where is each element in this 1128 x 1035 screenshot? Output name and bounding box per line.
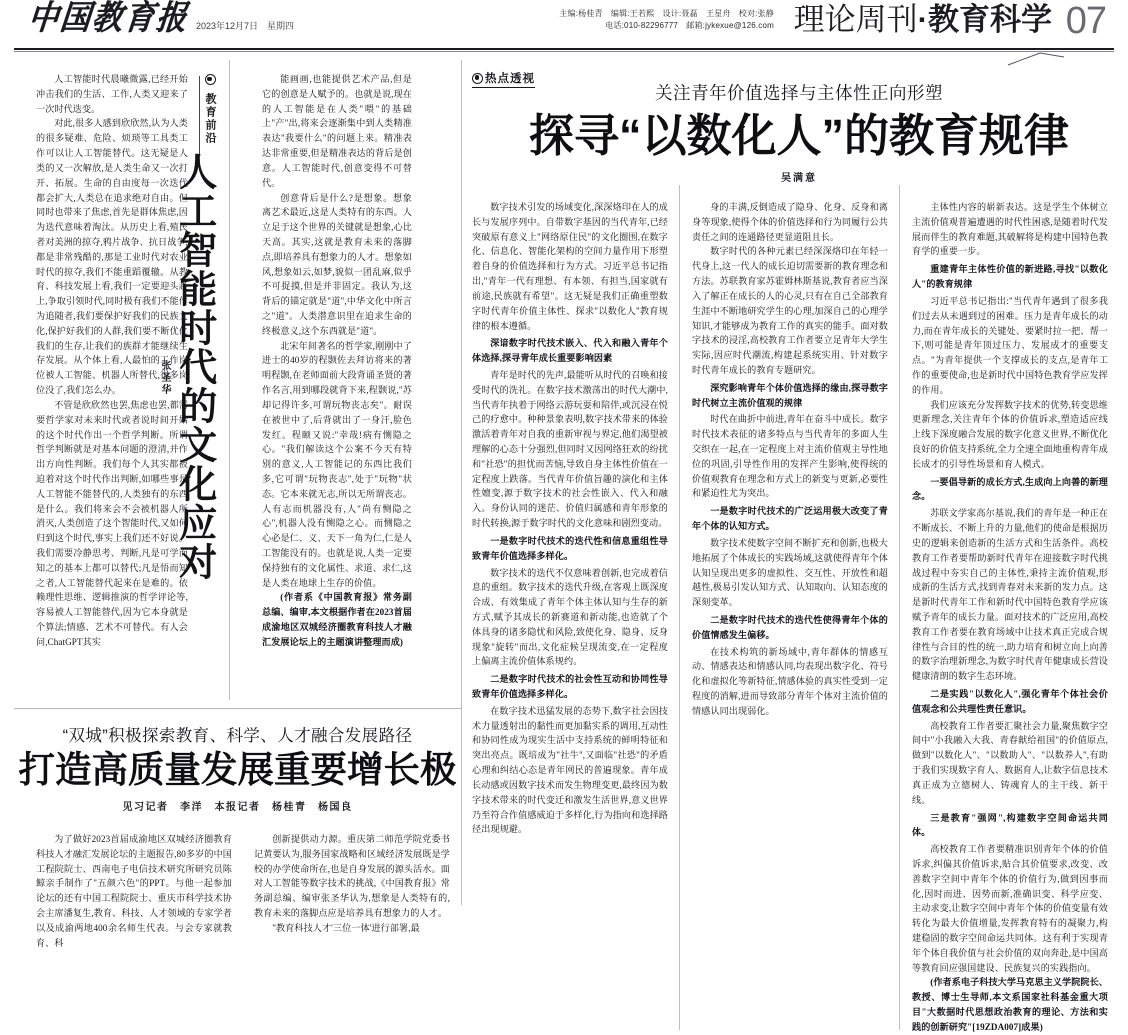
paragraph: 身的丰满,反倒造成了隐身、化身、反身和离身等现象,使得个体的价值选择和行为同履行公共责任之间的连通路径更显道阻且长。: [692, 202, 888, 242]
paragraph: 青年是时代的先声,最能听从时代的召唤和接受时代的洗礼。在数字技术激荡出的时代大潮中,当代青年执着于网络云游玩耍和陪伴,或沉浸在悦己的疗愈中。种种景象表明,数字技术带来的体验激活着青年对自我的重新审视与界定,他们渴望被理解的心态十分强烈,但同时又因网络狂欢的纷扰和"社恐"的担忧而苦恼,导致自身主体性价值在一定程度上跌落。当代青年价值旨趣的演化和主体性嬗变,源于数字技术的社会性嵌入、代入和融入。身份认同的迷茫、价值归属感和青年形象的时代转换,源于数字时代的文化意味和剧烈变动。: [472, 369, 668, 529]
paragraph: 在数字技术迅猛发展的态势下,数字社会因技术力量透射出的黏性而更加黏实系的调用,互动性和协同性成为现实生活中支持系统的鲜明特征和突出亮点。既培成为"社牛",又面临"社恐"的矛盾心理和纠结心态是青年网民的普遍现象。青年成长动感或因数字技术而发生物理变更,最终因为数字技术带来的时代变迁和激发生活世界,意义世界乃至符合作值感威迫于多样化,行为指向和选择路径出现规避。: [472, 705, 668, 835]
paragraph: 苏联文学家高尔基说,我们的青年是一种正在不断成长、不断上升的力量,他们的使命是根据历史的逻辑来创造新的生活方式和生活条件。高校教育工作者要帮助新时代青年在迎接数字时代挑战过程中夯实自己的主体性,秉持主流价值观,形成新的生活方式,找到青春对未来新的发力点。这是新时代青年工作和新时代中国特色教育学应该赋予青年的成长力量。面对技术的广泛应用,高校教育工作者要在教育场域中让技术真正完成合规律性与合目的性的统一,助力培育和树立向上向善的数字治理新理念,为数字时代青年健康成长营设健康清朗的数字生态环境。: [912, 508, 1108, 682]
section-title-science: 教育科学: [928, 2, 1052, 37]
bottom-article-separator: [14, 708, 461, 709]
column-divider-2: [461, 60, 462, 905]
column-divider-4: [899, 185, 900, 1030]
paragraph: 对此,很多人感到欣欣然,认为人类的很多疑难、危险、烦琐等工具类工作可以让人工智能替代。这无疑是人类的又一次解放,是人类生命又一次打开、拓展。生命的自由度每一次迭代都会扩大,人类总在追求绝对自由。但同时也带来了焦虑,首先是群体焦虑,因为迭代意味着淘汰。从历史上看,殖民者对美洲的掠夺,鸦片战争、抗日战争,都是非常残酷的,那是工业时代对农业时代的掠夺,我们不能重蹈覆辙。从教育、科技发展上看,我们一定要迎头赶上,争取引领时代,同时极有我们不能作为追随者,我们要保护好我们的民族文化,保护好我们的人群,我们要不断优化我们的生存,让我们的族群才能继续生存发展。从个体上看,人最怕的工作岗位被人工智能、机器人所替代,很多岗位没了,我们怎么办。: [36, 118, 188, 396]
article-main-column-5: [912, 200, 1108, 1035]
tagline-label: 教育前沿: [204, 93, 216, 146]
paragraph: 我们应该充分发挥数字技术的优势,转变思维更新理念,关注青年个体的价值诉求,塑造适应线上线下深度融合发展的数字化意义世界,不断优化良好的价值支持系统,全力全速全面地重构青年成长成才的引导性场景和育人模式。: [912, 399, 1108, 469]
article-left-column-1: [36, 72, 188, 650]
article-main-subheading: 深究影响青年个体价值选择的缘由,探寻数字时代树立主流价值观的规律: [692, 382, 888, 408]
paragraph: 北宋年间著名的哲学家,刚刚中了进士的40岁的程颢佐去拜访将来的著明程颢,在老师面前大段背诵圣贤的著作名言,用到哪段就背下来,程颢说,"苏却记得许多,可谓玩物丧志矣"。耐误在被世中了,后背就出了一身汗,脸色发红。程颐又说:"幸哉!病有恻隐之心。"我们解读这个公案不今天有特别的意义,人工智能记的东西比我们多,它可谓"玩物丧志",处于"玩物"状态。它本来就无志,所以无所谓丧志。人有志而机器没有,人"尚有恻隐之心",机器人没有恻隐之心。而恻隐之心必是仁、义、天下一角为仁,仁是人工智能没有的。也就是说,人类一定要保持独有的文化属性、求道、求仁,这是人类在地球上生存的价值。: [262, 340, 412, 588]
masthead: [14, 0, 1114, 48]
paragraph: 为了做好2023首届成渝地区双城经济圈教育科技人才融汇发展论坛的主题报告,80多岁的中国工程院院士、西南电子电信技术研究所研究员陈鲸亲手制作了"五颜六色"的PPT。与他一起参加论坛的还有中国工程院院士、重庆市科学技术协会主席潘复生,教育、科技、人才领域的专家学者以及成渝两地400余名师生代表。与会专家就教育、科: [36, 834, 232, 948]
paragraph: 数字技术的迭代不仅意味着创新,也完成着信息的重组。数字技术的迭代升级,在客观上既深度合成、有效集成了青年个体主体认知与生存的新方式,赋予其成长的新赛道和新动能,也造就了个体具身的诸多隐忧和风险,致使化身、隐身、反身现象"旋转"而出,文化症候呈现流变,在一定程度上偏离主流价值体系规约。: [472, 567, 668, 667]
article-bottom-author: 见习记者 李洋 本报记者 杨桂青 杨国良: [122, 801, 353, 813]
article-main-point: 一是数字时代技术的迭代性和信息重组性导致青年价值选择多样化。: [472, 535, 668, 561]
paragraph: 人工智能时代晨曦微露,已经开始冲击我们的生活、工作,人类又迎来了一次时代迭变。: [36, 74, 188, 114]
article-main-point: 一要倡导新的成长方式,生成向上向善的新理念。: [912, 476, 1108, 502]
paragraph: 数字技术使数字空间不断扩充和创新,也极大地拓展了个体成长的实践场域,这就使得青年个体认知呈现出更多的虚拟性、交互性、开放性和超越性,极易引发认知方式、认知取向、认知态度的深刻变革。: [692, 537, 888, 608]
article-bottom-headline: [14, 722, 461, 813]
masthead-rule: [14, 48, 1114, 52]
article-main-source-note: (作者系电子科技大学马克思主义学院院长、教授、博士生导师,本文系国家社科基金重大项目"大数据时代思想政治教育的理论、方法和实践的创新研究"[19ZDA007]成果): [912, 977, 1108, 1032]
article-left-column-2: [262, 72, 412, 650]
article-main-subheading: 重建青年主体性价值的新进路,寻找"以数化人"的教育规律: [912, 264, 1108, 290]
paragraph: 数字技术引发的场域变化,深深烙印在人的成长与发展序列中。自带数字基因的当代青年,已经突破原有意义上"网络原住民"的文化圈围,在数字化、信息化、智能化架构的空间力量作用下形塑着自身的价值选择和行为方式。习近平总书记指出,"青年一代有理想、有本领、有担当,国家就有前途,民族就有希望"。这无疑是我们正确重塑数字时代青年价值主体性、探求"以数化人"教育规律的根本遵循。: [472, 202, 668, 331]
article-left-author: 张圣华: [159, 360, 170, 396]
article-main-point: 一是数字时代技术的广泛运用极大改变了青年个体的认知方式。: [692, 506, 888, 532]
paragraph: 不管是欣欣然也罢,焦虑也罢,都需要哲学家对未来时代或者说时间开始的这个时代作出一个哲学判断。所谓哲学判断就是对基本问题的澄清,并作出方向性判断。我们每个人其实都被迫着对这个时代作出判断,如哪些事是人工智能不能替代的,人类独有的东西是什么。我们将来会不会被机器人所消灭,人类创造了这个智能时代,又如何归到这个时代,事实上我们还不好说。我们需要冷静思考、判断,凡是可学而知之的基本上都可以替代;凡是悟而知之者,人工智能替代起来在是难的。依赖理性思维、逻辑推演的哲学评论等,容易被人工智能替代,因为它本身就是个算法;情感、艺术不可替代。有人会问,ChatGPT其实: [36, 399, 188, 647]
article-main-point: 二是数字时代技术的社会性互动和协同性导致青年价值选择多样化。: [472, 674, 668, 699]
article-main-author: 吴满意: [781, 173, 817, 185]
section-title-dot: ·: [917, 2, 928, 37]
tagline-education-frontier: [204, 74, 216, 145]
article-bottom-title: 打造高质量发展重要增长极: [18, 749, 457, 790]
publication-date: 2023年12月7日 星期四: [196, 21, 295, 31]
section-title-weekly: 理论周刊: [793, 2, 918, 37]
paragraph: 在技术构筑的新场域中,青年群体的情感互动、情感表达和情感认同,均表现出数字化、符号化和虚拟化等新特征,情感体验的真实性受到一定程度的消解,进而导致部分青年个体对主流价值的情感认同出现弱化。: [692, 646, 888, 716]
article-main-subheading: 深谙数字时代技术嵌入、代入和融入青年个体选择,探寻青年成长重要影响因素: [472, 338, 668, 364]
paragraph: 数字时代的各种元素已经深深烙印在年轻一代身上,这一代人的成长迫切需要新的教育理念和方法。苏联教育家苏霍姆林斯基说,教育者应当深入了解正在成长的人的心灵,只有在自己全部教育生涯中不断地研究学生的心理,加深自己的心理学知识,才能够成为教育工作的真实的能手。面对数字技术的浸淫,高校教育工作者要立足青年大学生实际,因应时代潮流,构建起系统实用、针对数字时代青年成长的教育专题研究。: [692, 246, 888, 375]
editorial-credits: [559, 8, 774, 33]
paragraph: 创意背后是什么?是想象。想象离艺术最近,这是人类特有的东西。人立足于这个世界的关键就是想象,心比天高。其实,这就是教育未来的落脚点,即培养具有想象力的人才。想象如风,想象如云,如梦,貌似一团乱麻,似乎不可捉摸,但是并非固定。我认为,这背后的锚定就是"道",中华文化中所言之"道"。人类潜意识里在追求生命的终极意义,这个东西就是"道"。: [262, 192, 412, 336]
article-left-source-note: (作者系《中国教育报》常务副总编、编审,本文根据作者在2023首届成渝地区双城经济圈教育科技人才融汇发展论坛上的主题演讲整理而成): [262, 592, 412, 647]
article-bottom-column-2: [254, 832, 450, 936]
paragraph: 高校教育工作者要汇聚社会力量,聚焦数字空间中"小我融入大我、青春献给祖国"的价值原点,做到"以数化人"、"以数助人"、"以数养人",有助于我们实现数字育人、数据育人,让数字信息技术真正成为立德树人、铸魂育人的主干线、新干线。: [912, 720, 1108, 805]
article-main-point: 二是实践"以数化人",强化青年个体社会价值观念和公共理性责任意识。: [912, 689, 1108, 714]
article-main-column-3: [472, 200, 668, 837]
paragraph: 时代在曲折中前进,青年在奋斗中成长。数字时代技术表征的诸多特点与当代青年的多面人生交织在一起,在一定程度上对主流价值观主导性地位的巩固,引导性作用的发挥产生影响,使得统的价值观教育在理念和方式上的新变与更新,必要性和紧迫性尤为突出。: [692, 414, 888, 499]
hot-tag-label: 热点透视: [485, 73, 535, 85]
newspaper-logo: 中国教育报: [26, 0, 191, 37]
article-main-point: 二是数字时代技术的迭代性使得青年个体的价值情感发生偏移。: [692, 614, 888, 640]
paragraph: 能画画,也能提供艺术产品,但是它的创意是人赋予的。也就是说,现在的人工智能是在人类"喂"的基础上"产"出,将来会逐渐集中到人类精准表达"我要什么"的问题上来。精准表达非常重要,但是精准表达的背后是创意。人工智能时代,创意变得不可替代。: [262, 74, 412, 188]
section-title: [794, 1, 1052, 40]
article-main-headline: [469, 80, 1128, 184]
paragraph: 习近平总书记指出:"当代青年遇到了很多我们过去从未遇到过的困难。压力是青年成长的动力,而在青年成长的关键处、要紧时拉一把、帮一下,则可能是青年顶过压力、发展成才的重要支点。"为青年提供一个支撑成长的支点,是青年工作的重要使命,也是新时代中国特色教育学应发挥的作用。: [912, 295, 1108, 395]
paragraph: 高校教育工作者要精准识别青年个体的价值诉求,纠偏其价值诉求,贴合其价值要求,改变、改善数字空间中青年个体的价值行为,做到因事而化,因时而进、因势而新,准确识变、科学应变、主动求变,让数字空间中青年个体的价值变量有效转化为最大价值增量,发挥教育特有的凝聚力,构建稳固的数字空间命运共同体。这有利于实现青年个体自我价值与社会价值的双向奔赴,是中国高等教育回应强国建设、民族复兴的实践指向。: [912, 844, 1108, 973]
page-number: 07: [1065, 0, 1106, 42]
article-bottom-column-1: [36, 832, 232, 951]
article-bottom-subhead: “双城”积极探索教育、科学、人才融合发展路径: [62, 727, 413, 745]
paragraph: 创新提供动力源。重庆第二师范学院党委书记黄要认为,服务国家战略和区域经济发展既是学校的办学使命所在,也是自身发展的源头活水。面对人工智能等数字技术的挑战,《中国教育报》常务副总编、编审张圣华认为,想象是人类特有的,教育未来的落脚点应是培养具有想象力的人才。: [254, 834, 450, 919]
content-grid: [14, 60, 1114, 1032]
column-divider-3: [679, 185, 680, 1030]
bullet-circle-icon: [205, 74, 216, 85]
column-divider-1: [229, 60, 230, 700]
paragraph: 主体性内容的崭新表达。这是学生个体树立主流价值观普遍遭遇的时代性困惑,是随着时代发展而伴生的教育难题,其破解将是构建中国特色教育学的重要一步。: [912, 202, 1108, 257]
article-main-title: 探寻“以数化人”的教育规律: [528, 110, 1069, 161]
paragraph: "教育科技人才'三位一体'进行部署,最: [272, 922, 420, 933]
article-main-point: 三是教育"强网",构建数字空间命运共同体。: [912, 812, 1108, 838]
article-main-column-4: [692, 200, 888, 719]
article-left-title: 人工智能时代的文化应对: [172, 152, 215, 581]
masthead-brand: [26, 0, 295, 37]
article-main-subhead: 关注青年价值选择与主体性正向形塑: [655, 83, 943, 103]
credits-line-2: 电话:010-82296777 邮箱:jykexue@126.com: [605, 21, 774, 31]
credits-line-1: 主编:杨桂青 编辑:王若熙 设计:聂磊 王星舟 校对:张静: [559, 9, 774, 18]
